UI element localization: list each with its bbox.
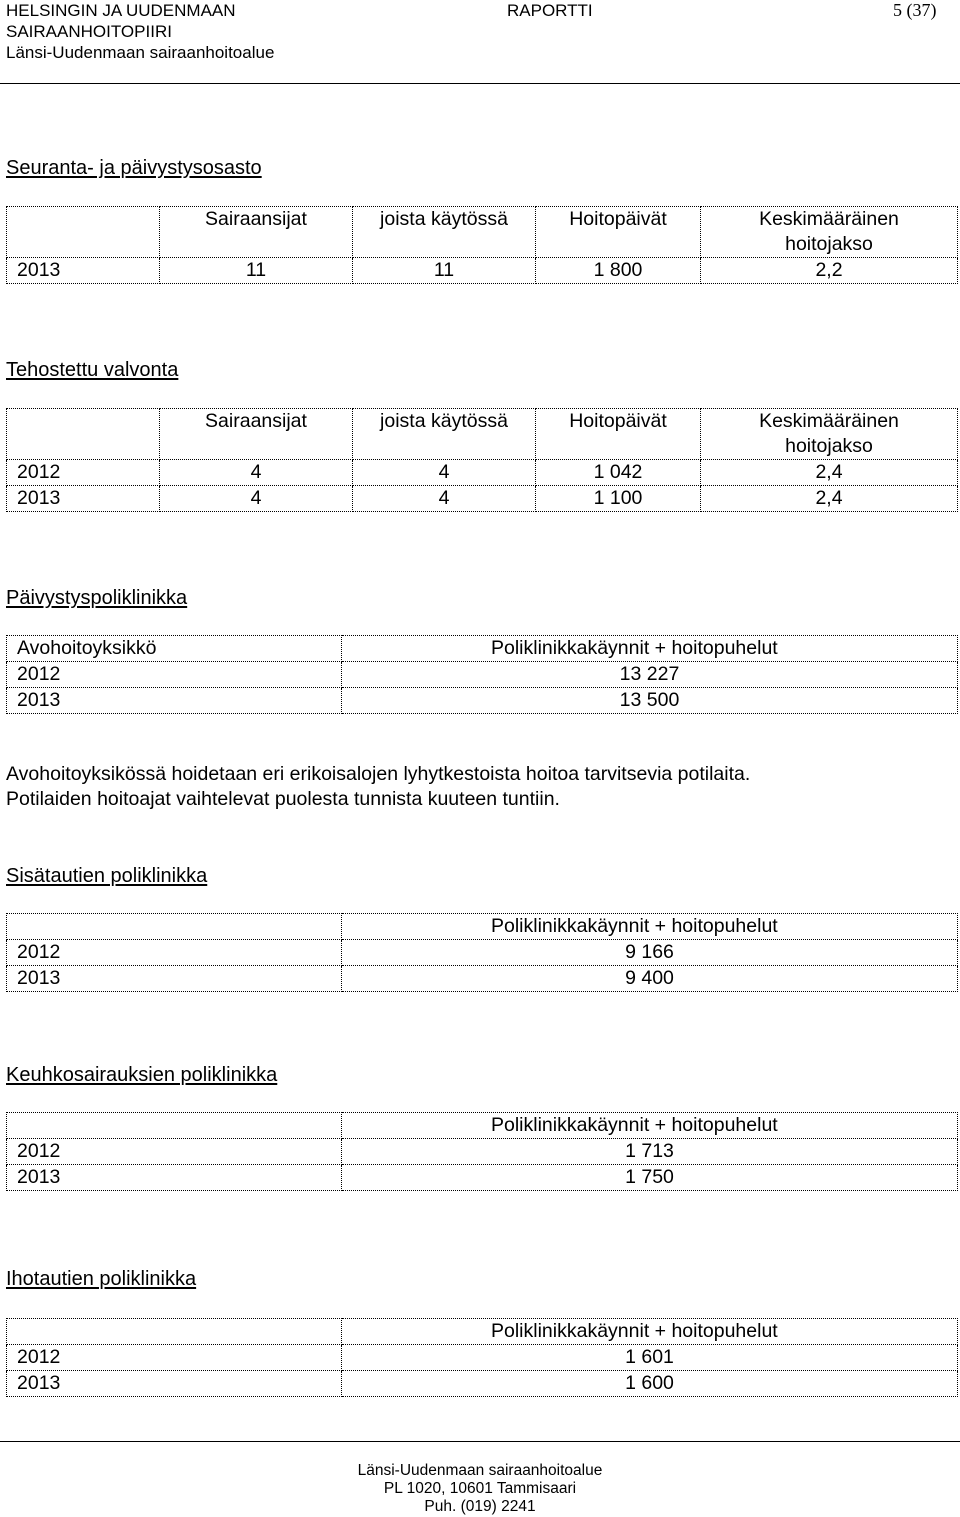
cell-year: 2012 bbox=[7, 940, 342, 966]
cell-hoitopaivat: 1 100 bbox=[536, 486, 701, 512]
cell-year: 2013 bbox=[7, 1165, 342, 1191]
header-cell-poliklinikkakaynnit: Poliklinikkakäynnit + hoitopuhelut bbox=[342, 914, 958, 940]
section-title-sisatautien-poliklinikka: Sisätautien poliklinikka bbox=[6, 865, 208, 887]
footer-line1: Länsi-Uudenmaan sairaanhoitoalue bbox=[357, 1462, 603, 1479]
header-cell-joista-kaytossa: joista käytössä bbox=[353, 409, 536, 460]
cell-year: 2012 bbox=[7, 460, 160, 486]
header-doc-type: RAPORTTI bbox=[507, 1, 593, 20]
header-cell-empty bbox=[7, 207, 160, 258]
table-keuhkosairauksien-poliklinikka bbox=[6, 1112, 958, 1191]
table-row bbox=[7, 1345, 958, 1371]
cell-kaynnit: 13 500 bbox=[342, 688, 958, 714]
section-title-seuranta: Seuranta- ja päivystysosasto bbox=[6, 157, 262, 179]
table-row bbox=[7, 486, 958, 512]
header-org-line2: SAIRAANHOITOPIIRI bbox=[6, 22, 172, 41]
cell-hoitojakso: 2,4 bbox=[701, 460, 958, 486]
cell-joista-kaytossa: 4 bbox=[353, 486, 536, 512]
header-org-line3: Länsi-Uudenmaan sairaanhoitoalue bbox=[6, 43, 275, 62]
table-seuranta bbox=[6, 206, 958, 284]
cell-kaynnit: 9 400 bbox=[342, 966, 958, 992]
note-paragraph-line2: Potilaiden hoitoajat vaihtelevat puolesta tunnista kuuteen tuntiin. bbox=[6, 788, 560, 810]
cell-kaynnit: 13 227 bbox=[342, 662, 958, 688]
cell-year: 2013 bbox=[7, 688, 342, 714]
header-cell-poliklinikkakaynnit: Poliklinikkakäynnit + hoitopuhelut bbox=[342, 636, 958, 662]
header-cell-hoitopaivat: Hoitopäivät bbox=[536, 207, 701, 258]
header-cell-empty bbox=[7, 1319, 342, 1345]
header-page-number: 5 (37) bbox=[893, 0, 937, 20]
cell-joista-kaytossa: 11 bbox=[353, 258, 536, 284]
header-rule bbox=[0, 83, 960, 84]
table-row bbox=[7, 688, 958, 714]
table-row bbox=[7, 966, 958, 992]
table-row bbox=[7, 460, 958, 486]
section-title-tehostettu-valvonta: Tehostettu valvonta bbox=[6, 359, 179, 381]
header-org-line1: HELSINGIN JA UUDENMAAN bbox=[6, 1, 236, 20]
table-row bbox=[7, 1165, 958, 1191]
header-cell-empty bbox=[7, 1113, 342, 1139]
header-cell-poliklinikkakaynnit: Poliklinikkakäynnit + hoitopuhelut bbox=[342, 1113, 958, 1139]
table-header-row bbox=[7, 914, 958, 940]
cell-kaynnit: 9 166 bbox=[342, 940, 958, 966]
header-cell-keskimaarainen-hoitojakso: Keskimääräinen hoitojakso bbox=[701, 207, 958, 258]
footer-rule bbox=[0, 1441, 960, 1442]
cell-hoitopaivat: 1 042 bbox=[536, 460, 701, 486]
header-cell-avohoitoyksikko: Avohoitoyksikkö bbox=[7, 636, 342, 662]
cell-year: 2012 bbox=[7, 1139, 342, 1165]
cell-sairaansijat: 4 bbox=[160, 486, 353, 512]
section-title-paivystyspoliklinikka: Päivystyspoliklinikka bbox=[6, 587, 188, 609]
table-header-row bbox=[7, 1113, 958, 1139]
header-cell-joista-kaytossa: joista käytössä bbox=[353, 207, 536, 258]
table-row bbox=[7, 1139, 958, 1165]
table-row bbox=[7, 1371, 958, 1397]
cell-hoitojakso: 2,2 bbox=[701, 258, 958, 284]
table-row bbox=[7, 940, 958, 966]
cell-kaynnit: 1 750 bbox=[342, 1165, 958, 1191]
header-cell-poliklinikkakaynnit: Poliklinikkakäynnit + hoitopuhelut bbox=[342, 1319, 958, 1345]
table-tehostettu-valvonta bbox=[6, 408, 958, 512]
table-header-row bbox=[7, 409, 958, 460]
table-paivystyspoliklinikka bbox=[6, 635, 958, 714]
header-cell-sairaansijat: Sairaansijat bbox=[160, 207, 353, 258]
header-cell-hoitopaivat: Hoitopäivät bbox=[536, 409, 701, 460]
footer-line3: Puh. (019) 2241 bbox=[424, 1498, 536, 1515]
header-cell-keskimaarainen-hoitojakso: Keskimääräinen hoitojakso bbox=[701, 409, 958, 460]
table-row bbox=[7, 258, 958, 284]
cell-year: 2013 bbox=[7, 1371, 342, 1397]
header-cell-sairaansijat: Sairaansijat bbox=[160, 409, 353, 460]
cell-hoitopaivat: 1 800 bbox=[536, 258, 701, 284]
table-row bbox=[7, 662, 958, 688]
section-title-keuhkosairauksien-poliklinikka: Keuhkosairauksien poliklinikka bbox=[6, 1064, 278, 1086]
table-header-row bbox=[7, 1319, 958, 1345]
header-cell-empty bbox=[7, 409, 160, 460]
table-header-row bbox=[7, 636, 958, 662]
cell-kaynnit: 1 600 bbox=[342, 1371, 958, 1397]
table-ihotautien-poliklinikka bbox=[6, 1318, 958, 1397]
header-cell-empty bbox=[7, 914, 342, 940]
footer-line2: PL 1020, 10601 Tammisaari bbox=[383, 1480, 577, 1497]
note-paragraph-line1: Avohoitoyksikössä hoidetaan eri erikoisalojen lyhytkestoista hoitoa tarvitsevia potilaita. bbox=[6, 763, 751, 785]
cell-year: 2013 bbox=[7, 258, 160, 284]
cell-year: 2013 bbox=[7, 966, 342, 992]
cell-sairaansijat: 11 bbox=[160, 258, 353, 284]
cell-hoitojakso: 2,4 bbox=[701, 486, 958, 512]
cell-kaynnit: 1 601 bbox=[342, 1345, 958, 1371]
cell-year: 2013 bbox=[7, 486, 160, 512]
cell-kaynnit: 1 713 bbox=[342, 1139, 958, 1165]
cell-year: 2012 bbox=[7, 662, 342, 688]
table-header-row bbox=[7, 207, 958, 258]
cell-joista-kaytossa: 4 bbox=[353, 460, 536, 486]
cell-sairaansijat: 4 bbox=[160, 460, 353, 486]
section-title-ihotautien-poliklinikka: Ihotautien poliklinikka bbox=[6, 1268, 197, 1290]
table-sisatautien-poliklinikka bbox=[6, 913, 958, 992]
cell-year: 2012 bbox=[7, 1345, 342, 1371]
